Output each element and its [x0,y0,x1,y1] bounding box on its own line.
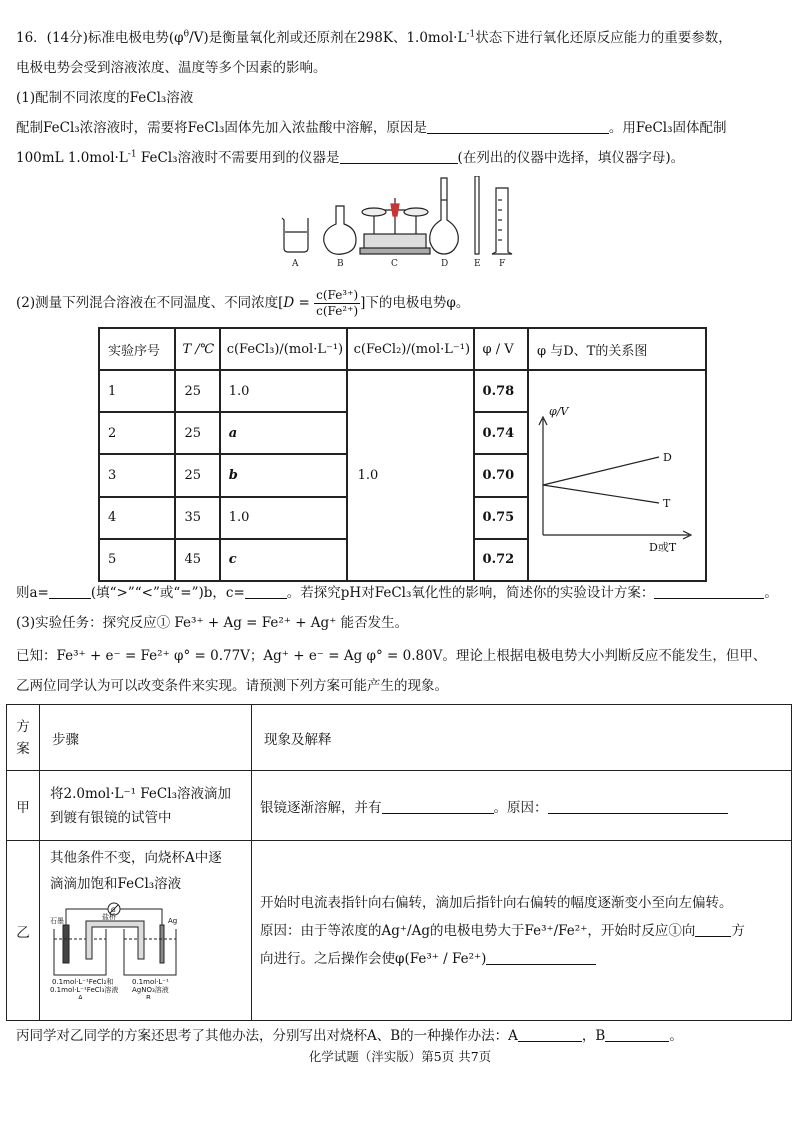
glass-rod-icon [475,176,479,254]
answer-blank[interactable] [340,149,458,164]
answer-blank[interactable] [654,584,764,599]
table-cell: a [220,412,347,454]
table-header: c(FeCl₂)/(mol·L⁻¹) [347,328,474,370]
balance-icon [360,198,430,254]
instrument-label: D [441,259,449,268]
instrument-label: E [474,259,481,268]
part1-line-1: 配制FeCl₃浓溶液时，需要将FeCl₃固体先加入浓盐酸中溶解，原因是 。用FeCl₃固体配制 [16,120,727,136]
solution-A-label: 0.1mol·L⁻¹FeCl₃溶液 [50,986,119,994]
phenomena-header: 现象及解释 [252,705,792,771]
plan-table [6,704,792,1021]
plan-header: 方 案 [7,705,40,771]
line-D [543,457,659,485]
table-cell: 1 [99,370,175,412]
table-header: φ / V [474,328,528,370]
table-header: c(FeCl₃)/(mol·L⁻¹) [220,328,347,370]
table-cell: 0.78 [474,370,528,412]
beaker-A-label: A [78,994,83,999]
table-cell: b [220,454,347,496]
solution-B-label: AgNO₃溶液 [132,986,169,994]
beaker-A [54,929,106,975]
instrument-label: A [292,259,299,268]
table-cell: 0.75 [474,497,528,539]
part2-answer-line: 则a= (填“>”“<”或“=”)b，c= 。若探究pH对FeCl₃氧化性的影响，简述你的实验设计方案： 。 [16,585,778,601]
jia-phenomena: 银镜逐渐溶解，并有 。原因： [252,771,792,841]
graph-cell [528,370,706,581]
page-footer: 化学试题（泮实版）第5页 共7页 [308,1049,492,1064]
line-T [543,485,659,503]
solution-B-label: 0.1mol·L⁻¹ [132,978,169,986]
table-cell: 25 [175,412,219,454]
ag-label: Ag [168,917,178,925]
table-cell: 35 [175,497,219,539]
final-question-line: 丙同学对乙同学的方案还思考了其他办法，分别写出对烧杯A、B的一种操作办法：A ，B 。 [16,1028,683,1044]
graph-xlabel: D或T [649,540,677,554]
graph-label-D: D [663,450,672,464]
phi-relation-graph [529,389,705,559]
intro-line-1: 16．(14分)标准电极电势$(\varphi^\theta/V)$是衡量氧化剂或还原剂在298K、$1.0mol\cdot L^{-1}$状态下进行氧化还原反应能力的重要参数， [16,29,732,46]
part2-intro: (2)测量下列混合溶液在不同温度、不同浓度[D = $\frac{\text{c(Fe³⁺)}}{\text{c(Fe²⁺)}}$ ]下的电极电势φ。 [16,288,470,318]
instruments-figure [276,176,522,268]
volumetric-flask-icon [430,178,459,254]
table-cell: 0.72 [474,539,528,581]
plan-yi: 乙 [7,841,40,1021]
meter-label: G [111,907,116,914]
table-cell-fecl2: 1.0 [347,370,474,581]
answer-blank[interactable] [548,799,728,814]
salt-bridge [86,921,144,959]
solution-A-label: 0.1mol·L⁻¹FeCl₂和 [52,978,114,986]
table-cell: 25 [175,454,219,496]
part1-line-2: 100mL $1.0mol\cdot L^{-1}$ FeCl₃溶液时不需要用到的仪器是 (在列出的仪器中选择，填仪器字母)。 [16,149,685,166]
instrument-label: C [391,259,398,268]
table-cell: 1.0 [220,370,347,412]
answer-blank[interactable] [382,799,494,814]
table-cell: 25 [175,370,219,412]
answer-blank[interactable] [245,584,287,599]
table-cell: 45 [175,539,219,581]
beaker-icon [282,218,308,252]
table-cell: 0.70 [474,454,528,496]
table-cell: c [220,539,347,581]
part1-title: (1)配制不同浓度的FeCl₃溶液 [16,90,194,106]
part3-known-2: 乙两位同学认为可以改变条件来实现。请预测下列方案可能产生的现象。 [16,678,448,694]
table-cell: 4 [99,497,175,539]
plan-jia: 甲 [7,771,40,841]
graduated-cylinder-icon [492,188,512,254]
beaker-B [124,929,176,975]
round-flask-icon [324,206,356,254]
intro-line-2: 电极电势会受到溶液浓度、温度等多个因素的影响。 [16,60,327,76]
answer-blank[interactable] [518,1027,582,1042]
table-cell: 3 [99,454,175,496]
beaker-B-label: B [146,994,151,999]
table-header: φ 与D、T的关系图 [528,328,706,370]
table-cell: 2 [99,412,175,454]
experiment-table [98,327,707,582]
steps-header: 步骤 [40,705,252,771]
graphite-label: 石墨 [50,917,64,925]
answer-blank[interactable] [695,922,731,937]
jia-steps: 将2.0mol·L⁻¹ FeCl₃溶液滴加 到镀有银镜的试管中 [40,771,252,841]
part3-known: 已知：Fe³⁺ + e⁻ = Fe²⁺ φ° = 0.77V；Ag⁺ + e⁻ = Ag φ° = 0.80V。理论上根据电极电势大小判断反应不能发生，但甲、 [16,648,767,664]
table-header: 实验序号 [99,328,175,370]
answer-blank[interactable] [427,119,609,134]
table-cell: 1.0 [220,497,347,539]
graph-ylabel: φ/V [549,404,569,418]
instrument-label: B [337,259,344,268]
part3-title: (3)实验任务：探究反应① Fe³⁺ + Ag = Fe²⁺ + Ag⁺ 能否发生。 [16,615,409,631]
yi-phenomena: 开始时电流表指针向右偏转，滴加后指针向右偏转的幅度逐渐变小至向左偏转。 原因：由于等浓度的Ag⁺/Ag的电极电势大于Fe³⁺/Fe²⁺，开始时反应①向 方 向进行。之后操作会使φ(Fe³⁺ / Fe²⁺) [252,841,792,1021]
answer-blank[interactable] [486,950,596,965]
answer-blank[interactable] [49,584,91,599]
graph-label-T: T [663,496,671,510]
table-cell: 0.74 [474,412,528,454]
table-header: T /℃ [175,328,219,370]
galvanic-cell-figure [50,899,180,999]
table-cell: 5 [99,539,175,581]
answer-blank[interactable] [605,1027,669,1042]
instrument-label: F [499,259,506,268]
salt-bridge-label: 盐桥 [102,913,116,921]
yi-steps: 其他条件不变，向烧杯A中逐 滴滴加饱和FeCl₃溶液 石墨 Ag 盐桥 G 0.1mol·L⁻¹FeCl₂和 0.1mol·L⁻¹FeCl₃溶液 A 0.1mol·L⁻¹ AgNO₃溶液 B [40,841,252,1021]
